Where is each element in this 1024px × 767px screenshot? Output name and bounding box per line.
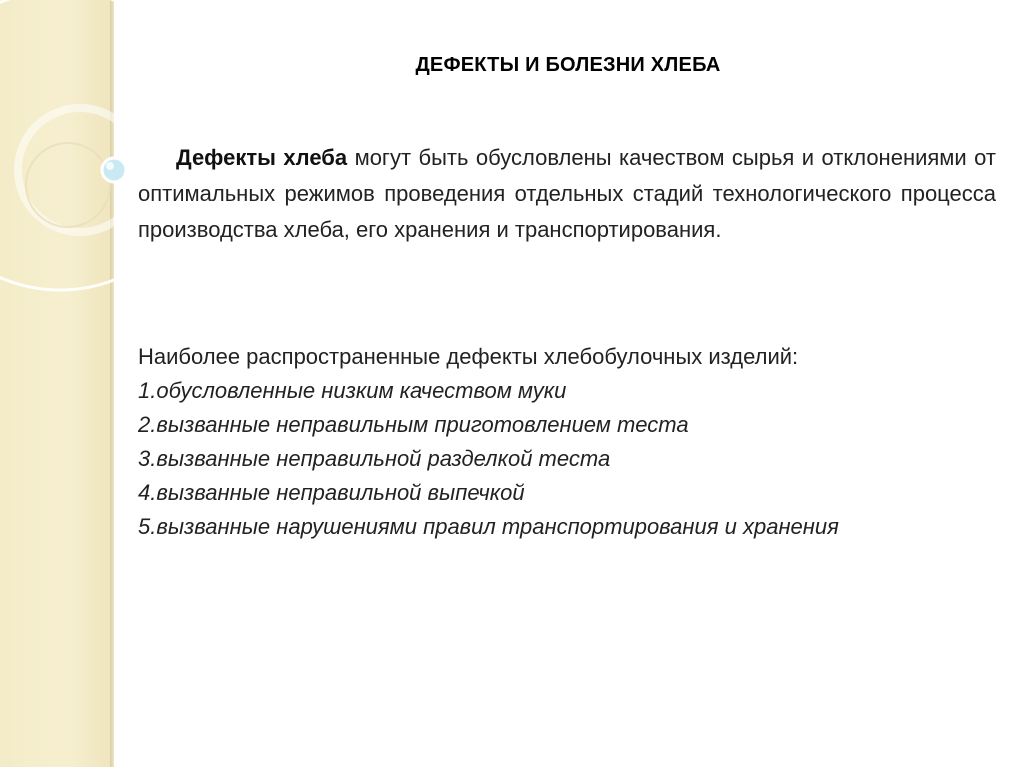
- list-item: 5.вызванные нарушениями правил транспортирования и хранения: [138, 514, 839, 539]
- intro-lead-term: Дефекты хлеба: [176, 145, 348, 170]
- bullet-orb-highlight: [106, 162, 114, 170]
- list-item: 4.вызванные неправильной выпечкой: [138, 480, 525, 505]
- intro-paragraph: [138, 140, 996, 248]
- intro-text: могут быть обусловлены качеством сырья и отклонениями от оптимальных режимов проведения отдельных стадий технологического процесса производства хлеба, его хранения и транспортирования.: [138, 145, 996, 242]
- list-heading: Наиболее распространенные дефекты хлебобулочных изделий:: [138, 344, 799, 369]
- bullet-orb: [102, 158, 126, 182]
- defects-list: [138, 340, 996, 544]
- inner-ring: [26, 143, 110, 227]
- list-item: 3.вызванные неправильной разделкой теста: [138, 446, 611, 471]
- list-item: 2.вызванные неправильным приготовлением теста: [138, 412, 689, 437]
- slide-title: ДЕФЕКТЫ И БОЛЕЗНИ ХЛЕБА: [415, 54, 721, 76]
- list-item: 1.обусловленные низким качеством муки: [138, 378, 567, 403]
